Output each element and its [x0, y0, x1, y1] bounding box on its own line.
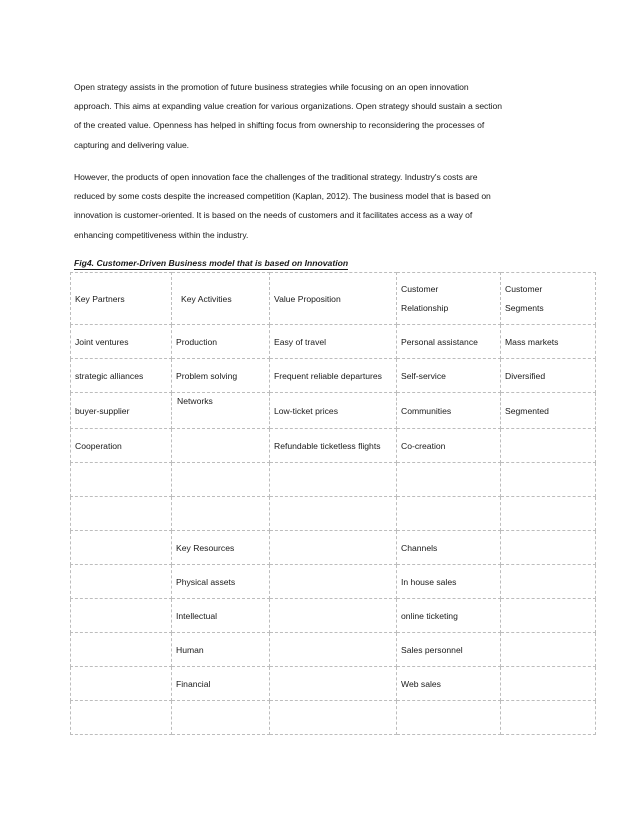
table-cell: [397, 497, 501, 531]
table-row: [71, 325, 596, 359]
table-cell: Problem solving: [172, 359, 270, 393]
header-customer-relationship: [397, 273, 501, 325]
table-cell: [172, 701, 270, 735]
table-row: [71, 463, 596, 497]
table-row: [71, 359, 596, 393]
table-cell: [270, 531, 397, 565]
table-cell: [270, 667, 397, 701]
table-cell: Cooperation: [71, 429, 172, 463]
paragraph-line: of the created value. Openness has helped in shifting focus from ownership to reconsidering the processes of: [74, 120, 485, 131]
table-cell: strategic alliances: [71, 359, 172, 393]
table-cell: Mass markets: [501, 325, 596, 359]
paragraph-line: However, the products of open innovation face the challenges of the traditional strategy. Industry's costs are: [74, 172, 478, 182]
business-model-table: [70, 272, 596, 735]
table-cell: Intellectual: [172, 599, 270, 633]
paragraph-line: innovation is customer-oriented. It is based on the needs of customers and it facilitates access as a way of: [74, 210, 473, 221]
paragraph-line: enhancing competitiveness within the industry.: [74, 229, 249, 240]
table-cell: Self-service: [397, 359, 501, 393]
table-cell: buyer-supplier: [71, 393, 172, 429]
table-cell: [501, 599, 596, 633]
table-cell: Human: [172, 633, 270, 667]
header-key-partners: Key Partners: [71, 273, 172, 325]
table-cell: Low-ticket prices: [270, 393, 397, 429]
table-cell: Communities: [397, 393, 501, 429]
table-cell: Refundable ticketless flights: [270, 429, 397, 463]
table-cell: [71, 599, 172, 633]
table-cell: [71, 633, 172, 667]
table-cell: [71, 531, 172, 565]
table-cell: Sales personnel: [397, 633, 501, 667]
table-row: [71, 667, 596, 701]
table-cell: [71, 701, 172, 735]
table-cell: Co-creation: [397, 429, 501, 463]
table-cell: Easy of travel: [270, 325, 397, 359]
table-cell: [397, 463, 501, 497]
header-line: Segments: [505, 302, 544, 313]
table-cell: [501, 531, 596, 565]
table-row: [71, 599, 596, 633]
cell-text: Networks: [177, 396, 213, 406]
table-cell: [172, 497, 270, 531]
paragraph-line: reduced by some costs despite the increased competition (Kaplan, 2012). The business model that is based on: [74, 191, 491, 202]
paragraph-line: Open strategy assists in the promotion of future business strategies while focusing on an open innovation: [74, 82, 469, 92]
table-cell: [270, 565, 397, 599]
table-row: [71, 531, 596, 565]
table-cell: [501, 463, 596, 497]
table-cell: [71, 497, 172, 531]
table-cell: Joint ventures: [71, 325, 172, 359]
table-row: [71, 497, 596, 531]
header-line: Relationship: [401, 302, 449, 313]
table-cell: [270, 463, 397, 497]
table-cell: [501, 497, 596, 531]
paragraph-line: approach. This aims at expanding value creation for various organizations. Open strategy should sustain a section: [74, 101, 502, 112]
table-row: [71, 429, 596, 463]
key-resources-header: Key Resources: [172, 531, 270, 565]
table-cell: online ticketing: [397, 599, 501, 633]
table-cell: [501, 429, 596, 463]
table-cell: [397, 701, 501, 735]
paragraph-open-strategy: [74, 78, 574, 155]
table-cell: Physical assets: [172, 565, 270, 599]
table-cell: [501, 701, 596, 735]
header-key-activities: Key Activities: [172, 273, 270, 325]
table-cell: [270, 701, 397, 735]
table-row: [71, 393, 596, 429]
paragraph-open-innovation: [74, 168, 574, 245]
table-row: [71, 565, 596, 599]
table-cell: Production: [172, 325, 270, 359]
table-cell: Segmented: [501, 393, 596, 429]
figure-caption: Fig4. Customer-Driven Business model that is based on Innovation: [74, 258, 349, 268]
table-cell: [501, 667, 596, 701]
table-cell: Personal assistance: [397, 325, 501, 359]
table-cell: [501, 633, 596, 667]
table-cell: [270, 599, 397, 633]
table-cell: In house sales: [397, 565, 501, 599]
header-line: Customer: [505, 283, 543, 294]
table-cell: [501, 565, 596, 599]
channels-header: Channels: [397, 531, 501, 565]
table-cell: [172, 463, 270, 497]
header-value-proposition: Value Proposition: [270, 273, 397, 325]
table-cell: Diversified: [501, 359, 596, 393]
table-cell: [270, 633, 397, 667]
table-cell: [172, 393, 270, 429]
table-cell: [71, 463, 172, 497]
table-row: [71, 701, 596, 735]
table-row: [71, 633, 596, 667]
table-cell: [71, 565, 172, 599]
table-header-row: [71, 273, 596, 325]
table-cell: Frequent reliable departures: [270, 359, 397, 393]
table-cell: [71, 667, 172, 701]
header-line: Customer: [401, 283, 439, 294]
table-cell: [172, 429, 270, 463]
paragraph-line: capturing and delivering value.: [74, 139, 190, 150]
table-cell: Web sales: [397, 667, 501, 701]
table-cell: [270, 497, 397, 531]
header-customer-segments: [501, 273, 596, 325]
table-cell: Financial: [172, 667, 270, 701]
